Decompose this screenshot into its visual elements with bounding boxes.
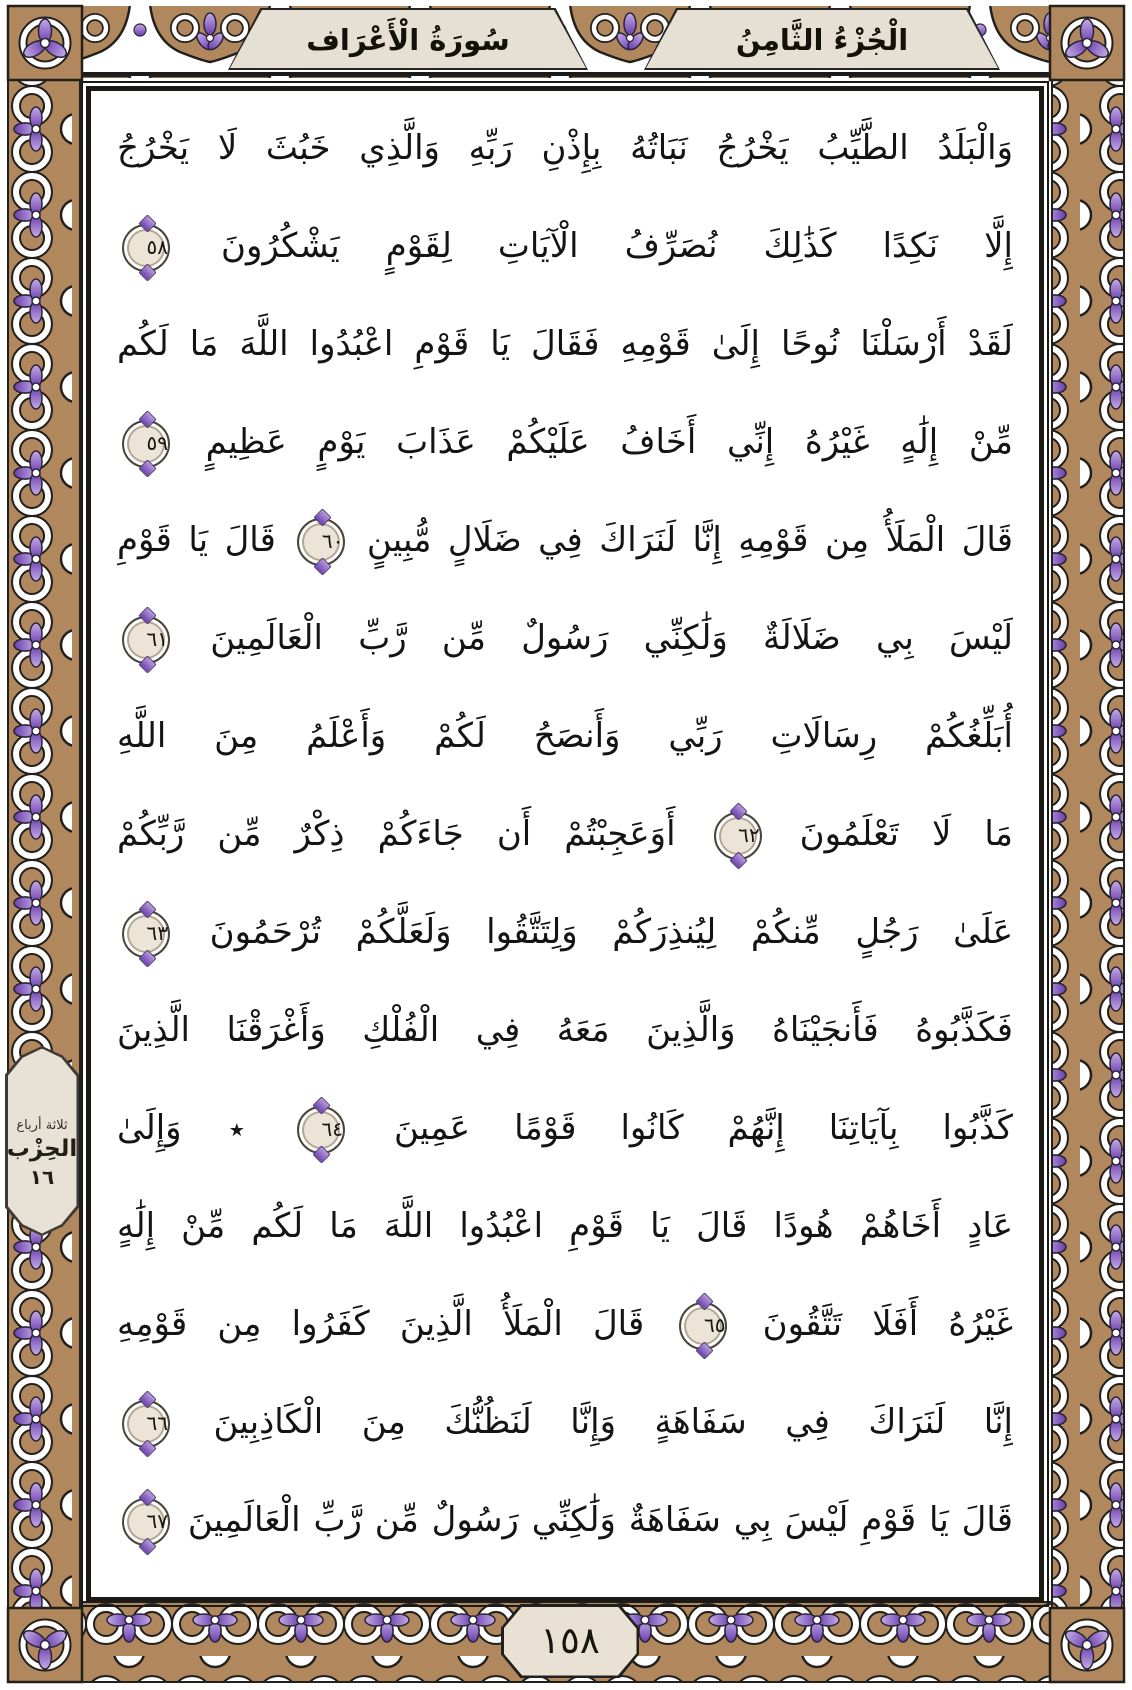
quran-line <box>117 687 1013 785</box>
verse-text: وَالْبَلَدُ الطَّيِّبُ يَخْرُجُ نَبَاتُهُ بِإِذْنِ رَبِّهِ وَالَّذِي خَبُثَ لَا يَخْرُجُ <box>117 128 1013 168</box>
page-number-cartouche <box>501 1604 639 1678</box>
ayah-number: ٦٢ <box>738 822 760 847</box>
surah-title: سُورَةُ الْأَعْرَاف <box>306 23 510 57</box>
quran-line <box>117 785 1013 883</box>
verse-text: غَيْرُهُ أَفَلَا تَتَّقُونَ <box>762 1304 1013 1344</box>
verse-text: كَذَّبُوا بِآيَاتِنَا إِنَّهُمْ كَانُوا قَوْمًا عَمِينَ <box>393 1108 1013 1148</box>
ayah-number: ٦١ <box>146 626 168 651</box>
text-frame <box>86 86 1044 1602</box>
quran-line <box>117 1373 1013 1471</box>
juz-title-panel <box>644 8 1000 70</box>
verse-text: عَلَىٰ رَجُلٍ مِّنكُمْ لِيُنذِرَكُمْ وَلِتَتَّقُوا وَلَعَلَّكُمْ تُرْحَمُونَ <box>209 912 1013 952</box>
verse-text: إِنَّا لَنَرَاكَ فِي سَفَاهَةٍ وَإِنَّا لَنَظُنُّكَ مِنَ الْكَاذِبِينَ <box>213 1402 1013 1442</box>
verse-text: إِلَّا نَكِدًا كَذَٰلِكَ نُصَرِّفُ الْآيَاتِ لِقَوْمٍ يَشْكُرُونَ <box>221 226 1013 266</box>
verse-text: قَالَ يَا قَوْمِ <box>117 520 276 560</box>
quran-line <box>117 1079 1013 1177</box>
border-right-band <box>1052 70 1124 1610</box>
ayah-number: ٦٠ <box>321 528 344 553</box>
quran-line <box>117 295 1013 393</box>
quran-line <box>117 981 1013 1079</box>
ayah-number: ٦٣ <box>146 920 168 945</box>
quran-line <box>117 393 1013 491</box>
quran-line <box>117 883 1013 981</box>
ayah-number-medallion <box>122 616 170 664</box>
quran-line <box>117 491 1013 589</box>
hizb-number: ١٦ <box>29 1164 55 1189</box>
ayah-number: ٥٩ <box>146 430 168 455</box>
ayah-number-medallion <box>122 1400 170 1448</box>
verse-text: فَكَذَّبُوهُ فَأَنجَيْنَاهُ وَالَّذِينَ مَعَهُ فِي الْفُلْكِ وَأَغْرَقْنَا الَّذِينَ <box>117 1010 1013 1050</box>
verse-text: لَقَدْ أَرْسَلْنَا نُوحًا إِلَىٰ قَوْمِهِ فَقَالَ يَا قَوْمِ اعْبُدُوا اللَّهَ مَا لَكُم <box>117 324 1013 364</box>
ayah-number: ٥٨ <box>146 234 168 259</box>
ayah-number: ٦٥ <box>703 1312 726 1337</box>
rub-el-hizb-icon: ٭ <box>228 1111 245 1147</box>
verse-text: أَوَعَجِبْتُمْ أَن جَاءَكُمْ ذِكْرٌ مِّن رَّبِّكُمْ <box>117 814 676 854</box>
quran-line <box>117 1177 1013 1275</box>
quran-line <box>117 1275 1013 1373</box>
ayah-number-medallion <box>679 1302 727 1350</box>
juz-title: الْجُزْءُ الثَّامِنُ <box>735 23 909 57</box>
quran-line <box>117 1471 1013 1569</box>
verse-text: لَيْسَ بِي ضَلَالَةٌ وَلَٰكِنِّي رَسُولٌ مِّن رَّبِّ الْعَالَمِينَ <box>210 618 1013 658</box>
verse-text: قَالَ يَا قَوْمِ لَيْسَ بِي سَفَاهَةٌ وَلَٰكِنِّي رَسُولٌ مِّن رَّبِّ الْعَالَمِينَ <box>187 1500 1013 1540</box>
quran-lines <box>91 91 1039 1597</box>
surah-title-panel <box>228 8 588 70</box>
verse-text: أُبَلِّغُكُمْ رِسَالَاتِ رَبِّي وَأَنصَحُ لَكُمْ وَأَعْلَمُ مِنَ اللَّهِ <box>117 716 1013 756</box>
page-number: ١٥٨ <box>540 1619 600 1662</box>
verse-text: وَإِلَىٰ <box>117 1108 182 1148</box>
ayah-number: ٦٦ <box>146 1410 168 1435</box>
hizb-marker-cartouche <box>5 1046 79 1236</box>
verse-text: قَالَ الْمَلَأُ مِن قَوْمِهِ إِنَّا لَنَرَاكَ فِي ضَلَالٍ مُّبِينٍ <box>366 520 1013 560</box>
verse-text: مِّنْ إِلَٰهٍ غَيْرُهُ إِنِّي أَخَافُ عَلَيْكُمْ عَذَابَ يَوْمٍ عَظِيمٍ <box>205 422 1013 462</box>
ayah-number-medallion <box>122 910 170 958</box>
hizb-fraction-label: ثلاثة أرباع <box>16 1117 68 1133</box>
ayah-number-medallion <box>714 812 762 860</box>
verse-text: مَا لَا تَعْلَمُونَ <box>799 814 1013 854</box>
ayah-number-medallion <box>297 1106 345 1154</box>
ayah-number-medallion <box>122 1498 170 1546</box>
quran-line <box>117 589 1013 687</box>
ayah-number-medallion <box>122 224 170 272</box>
verse-text: قَالَ الْمَلَأُ الَّذِينَ كَفَرُوا مِن قَوْمِهِ <box>117 1304 645 1344</box>
ayah-number: ٦٤ <box>321 1116 343 1141</box>
border-left-band <box>8 70 80 1610</box>
hizb-word-label: الحِزْب <box>6 1135 78 1162</box>
hizb-marker-content <box>5 1046 79 1236</box>
verse-text: عَادٍ أَخَاهُمْ هُودًا قَالَ يَا قَوْمِ اعْبُدُوا اللَّهَ مَا لَكُم مِّنْ إِلَٰهٍ <box>117 1206 1013 1246</box>
ayah-number-medallion <box>297 518 345 566</box>
quran-line <box>117 197 1013 295</box>
ayah-number-medallion <box>122 420 170 468</box>
quran-line <box>117 99 1013 197</box>
ayah-number: ٦٧ <box>146 1508 168 1533</box>
